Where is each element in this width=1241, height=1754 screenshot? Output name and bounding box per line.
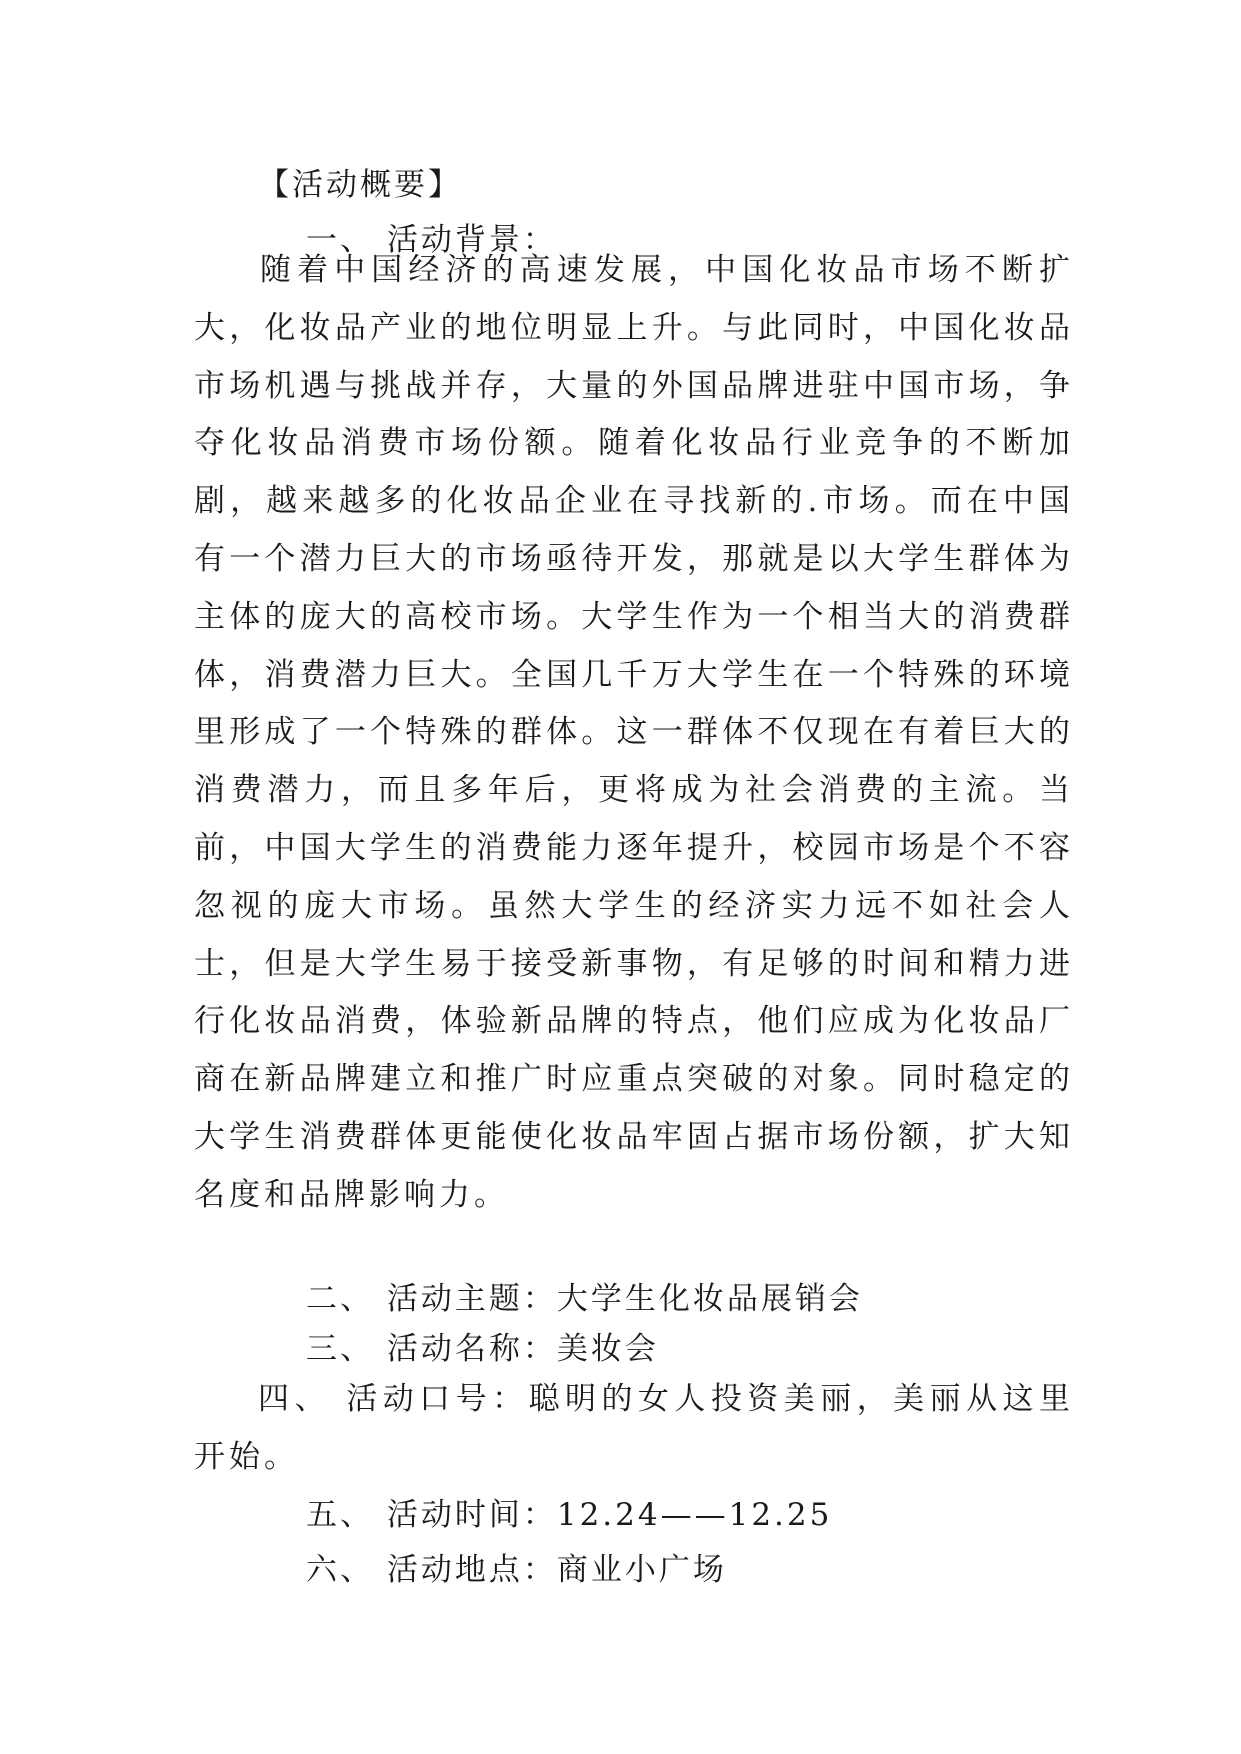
background-paragraph: 随着中国经济的高速发展，中国化妆品市场不断扩大，化妆品产业的地位明显上升。与此同时，中国化妆品市场机遇与挑战并存，大量的外国品牌进驻中国市场，争夺化妆品消费市场份额。随着化妆品行业竞争的不断加剧，越来越多的化妆品企业在寻找新的.市场。而在中国有一个潜力巨大的市场亟待开发，那就是以大学生群体为主体的庞大的高校市场。大学生作为一个相当大的消费群体，消费潜力巨大。全国几千万大学生在一个特殊的环境里形成了一个特殊的群体。这一群体不仅现在有着巨大的消费潜力，而且多年后，更将成为社会消费的主流。当前，中国大学生的消费能力逐年提升，校园市场是个不容忽视的庞大市场。虽然大学生的经济实力远不如社会人士，但是大学生易于接受新事物，有足够的时间和精力进行化妆品消费，体验新品牌的特点，他们应成为化妆品厂商在新品牌建立和推广时应重点突破的对象。同时稳定的大学生消费群体更能使化妆品牢固占据市场份额，扩大知名度和品牌影响力。 xyxy=(194,252,1074,1213)
item-slogan: 四、 活动口号：聪明的女人投资美丽，美丽从这里开始。 xyxy=(194,1381,1074,1475)
item-theme: 二、 活动主题：大学生化妆品展销会 xyxy=(306,1281,863,1317)
item-background-title: 一、 活动背景： xyxy=(306,222,557,258)
item-location: 六、 活动地点：商业小广场 xyxy=(306,1552,727,1588)
section-heading: 【活动概要】 xyxy=(258,167,462,203)
item-name: 三、 活动名称：美妆会 xyxy=(306,1331,659,1367)
item-time: 五、 活动时间：12.24——12.25 xyxy=(306,1497,833,1533)
